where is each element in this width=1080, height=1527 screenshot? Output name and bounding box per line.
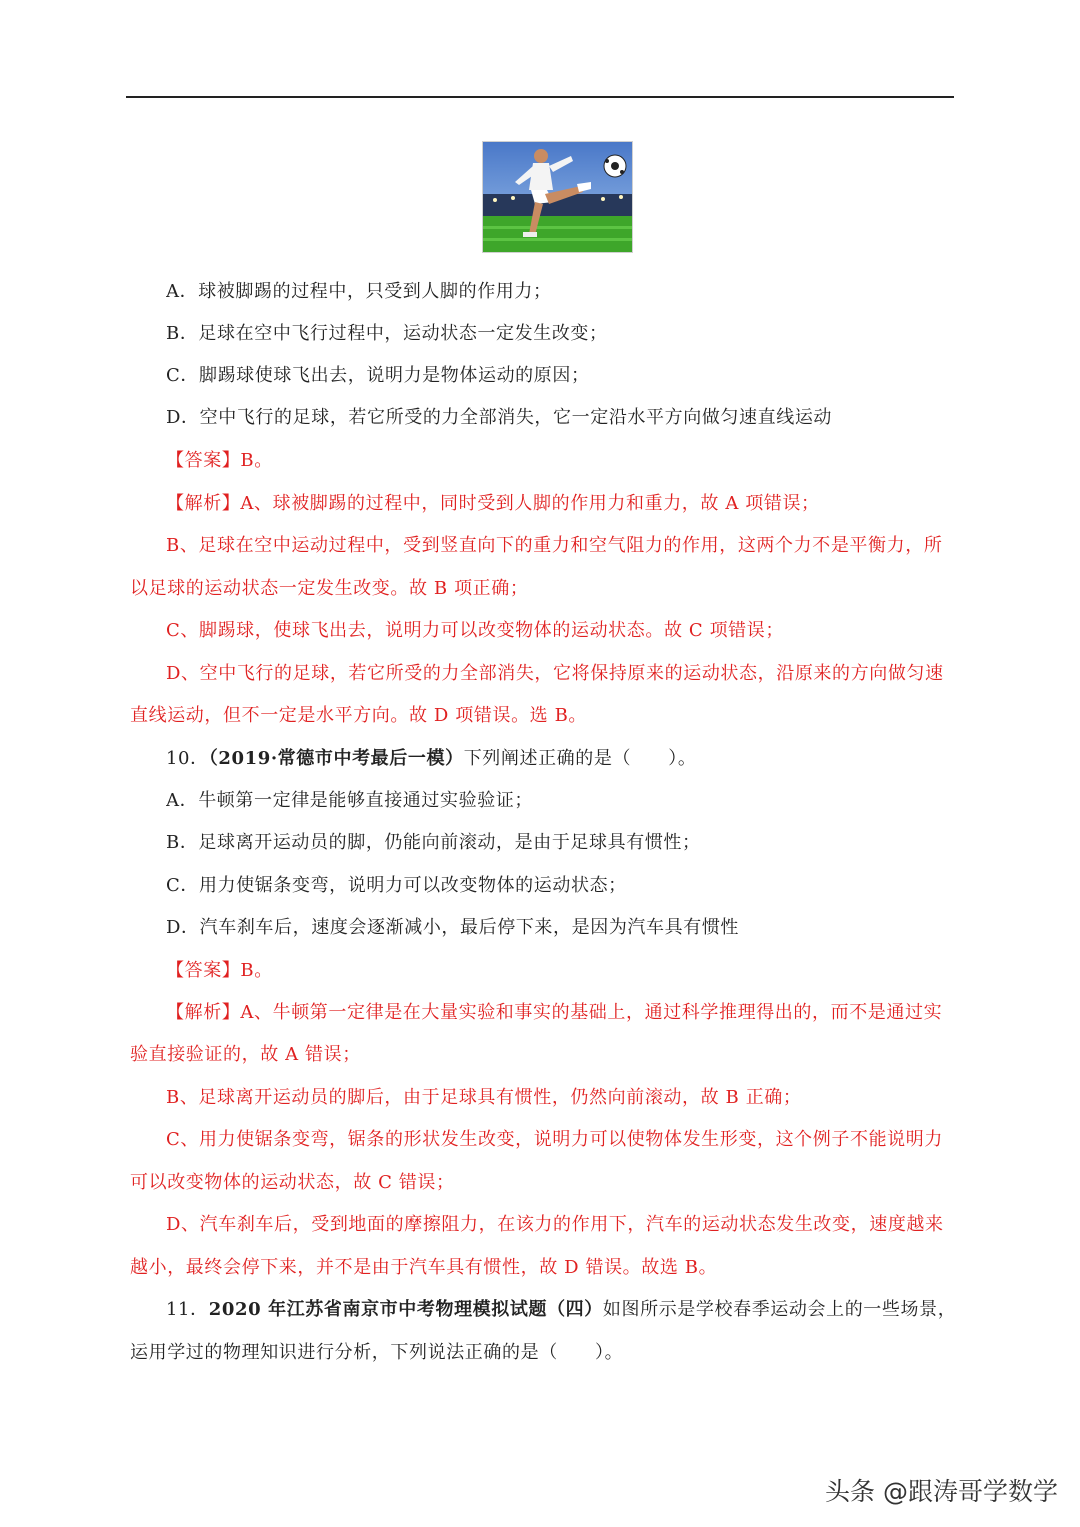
q9-analysis-line: D、空中飞行的足球，若它所受的力全部消失，它将保持原来的运动状态，沿原来的方向做匀速 [166, 663, 944, 684]
q11-source: 2020 年江苏省南京市中考物理模拟试题（四） [208, 1299, 603, 1320]
q10-answer [166, 959, 960, 983]
q9-analysis-line: C、脚踢球，使球飞出去，说明力可以改变物体的运动状态。故 C 项错误； [166, 620, 784, 641]
q9-analysis-line: B、足球在空中运动过程中，受到竖直向下的重力和空气阻力的作用，这两个力不是平衡力，所 [166, 535, 943, 556]
watermark: 头条 @跟涛哥学数学 [825, 1477, 1058, 1506]
q10-number: 10． [166, 748, 209, 769]
q10-source: （2019·常德市中考最后一模） [208, 748, 464, 769]
q11-stem-text: 如图所示是学校春季运动会上的一些场景， [602, 1299, 957, 1320]
q9-analysis-line: 直线运动，但不一定是水平方向。故 D 项错误。选 B。 [130, 705, 588, 726]
q9-analysis [166, 492, 960, 516]
q9-analysis-line: 以足球的运动状态一定发生改变。故 B 项正确； [130, 578, 529, 599]
header-rule [126, 96, 954, 98]
q10-analysis-first: A、牛顿第一定律是在大量实验和事实的基础上，通过科学推理得出的，而不是通过实 [240, 1002, 943, 1023]
q10-answer-label: 【答案】 [166, 960, 241, 981]
q10-option-b: B．足球离开运动员的脚，仍能向前滚动，是由于足球具有惯性； [166, 832, 701, 853]
q10-answer-value: B。 [240, 960, 273, 981]
q10-analysis-line: 越小，最终会停下来，并不是由于汽车具有惯性，故 D 错误。故选 B。 [130, 1257, 718, 1278]
q11-stem [166, 1298, 960, 1322]
q9-answer [166, 449, 960, 473]
soccer-player-image [482, 141, 633, 253]
q9-option-a: A．球被脚踢的过程中，只受到人脚的作用力； [166, 281, 552, 302]
q10-stem [166, 747, 960, 771]
q9-analysis-label: 【解析】 [166, 493, 241, 514]
q9-option-b: B．足球在空中飞行过程中，运动状态一定发生改变； [166, 323, 608, 344]
q10-option-a: A．牛顿第一定律是能够直接通过实验验证； [166, 790, 533, 811]
q10-analysis-line: D、汽车刹车后，受到地面的摩擦阻力，在该力的作用下，汽车的运动状态发生改变，速度越来 [166, 1214, 944, 1235]
q11-stem-line2: 运用学过的物理知识进行分析，下列说法正确的是（ ）。 [130, 1342, 624, 1363]
q10-analysis-line: C、用力使锯条变弯，锯条的形状发生改变，说明力可以使物体发生形变，这个例子不能说明力 [166, 1129, 943, 1150]
q9-answer-value: B。 [240, 450, 273, 471]
q11-number: 11． [166, 1299, 209, 1320]
q9-option-d: D．空中飞行的足球，若它所受的力全部消失，它一定沿水平方向做匀速直线运动 [166, 407, 833, 428]
q10-analysis-line: 验直接验证的，故 A 错误； [130, 1044, 361, 1065]
q10-stem-text: 下列阐述正确的是（ ）。 [463, 748, 697, 769]
q9-analysis-first: A、球被脚踢的过程中，同时受到人脚的作用力和重力，故 A 项错误； [240, 493, 820, 514]
q10-analysis-line: 可以改变物体的运动状态，故 C 错误； [130, 1172, 455, 1193]
q9-answer-label: 【答案】 [166, 450, 241, 471]
soccer-player-icon [483, 142, 632, 252]
q10-analysis-label: 【解析】 [166, 1002, 241, 1023]
q10-analysis-line: B、足球离开运动员的脚后，由于足球具有惯性，仍然向前滚动，故 B 正确； [166, 1087, 802, 1108]
q10-option-d: D．汽车刹车后，速度会逐渐减小，最后停下来，是因为汽车具有惯性 [166, 917, 740, 938]
q10-analysis [166, 1001, 960, 1025]
q9-option-c: C．脚踢球使球飞出去，说明力是物体运动的原因； [166, 365, 590, 386]
q10-option-c: C．用力使锯条变弯，说明力可以改变物体的运动状态； [166, 875, 627, 896]
